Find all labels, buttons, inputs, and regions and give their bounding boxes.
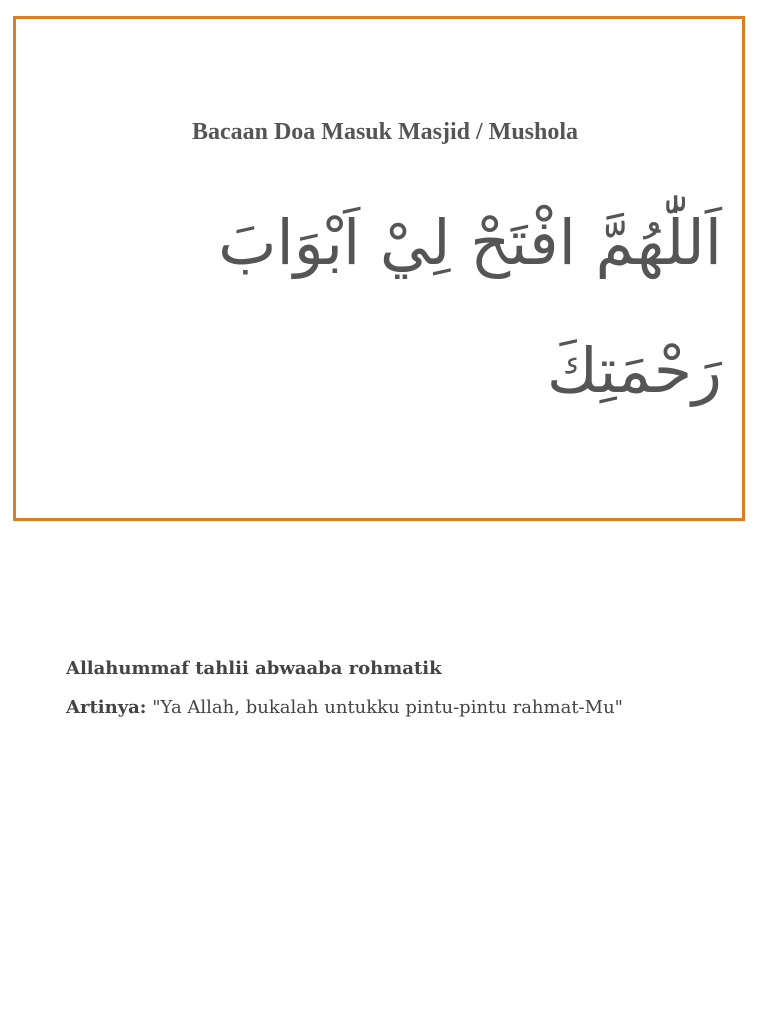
prayer-card: [13, 16, 745, 521]
transliteration-text: Allahummaf tahlii abwaaba rohmatik: [66, 658, 442, 679]
meaning-text: "Ya Allah, bukalah untukku pintu-pintu rahmat-Mu": [152, 697, 623, 718]
meaning-line: [66, 697, 623, 718]
arabic-prayer-text: اَللّٰهُمَّ افْتَحْ لِيْ اَبْوَابَ رَحْمَتِكَ: [218, 206, 722, 407]
card-title: Bacaan Doa Masuk Masjid / Mushola: [191, 119, 579, 145]
meaning-label: Artinya:: [66, 697, 147, 718]
